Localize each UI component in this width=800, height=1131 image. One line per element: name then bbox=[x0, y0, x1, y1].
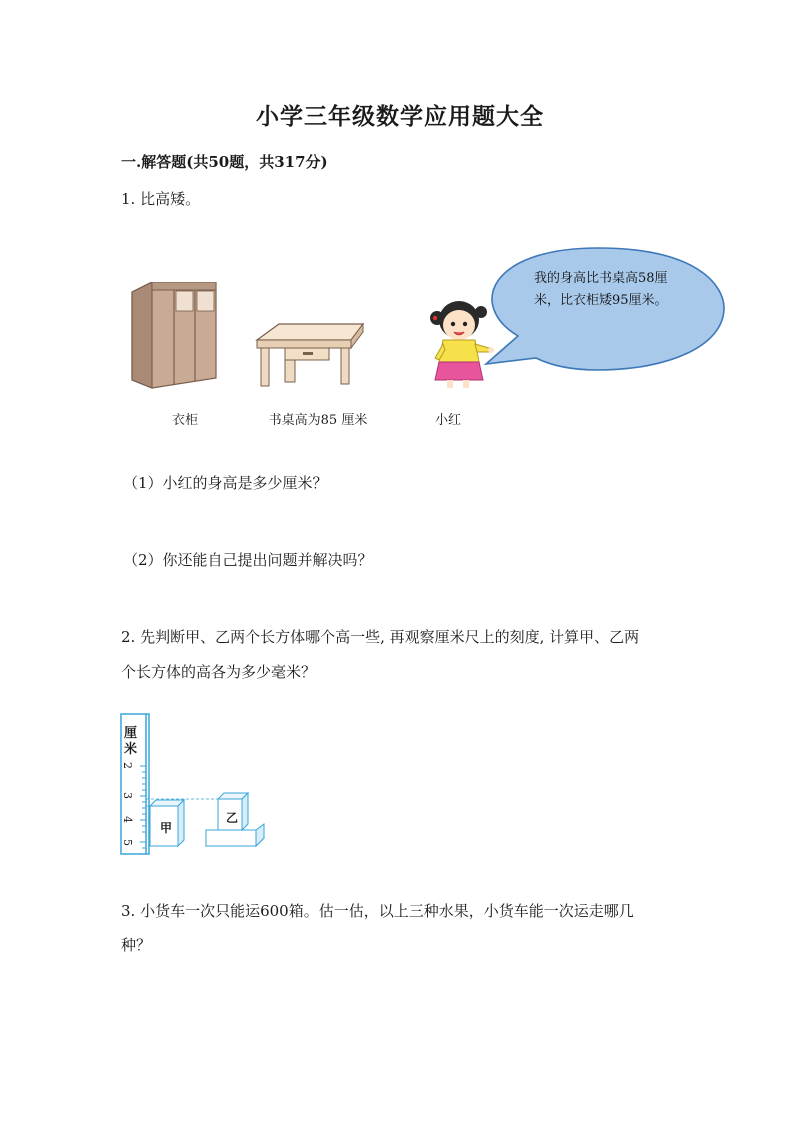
ruler-unit-2: 米 bbox=[124, 742, 138, 757]
girl-caption: 小红 bbox=[434, 413, 461, 428]
page-title: 小学三年级数学应用题大全 bbox=[256, 103, 544, 130]
box-b-label: 乙 bbox=[226, 811, 239, 825]
question-1-sub-2: （2）你还能自己提出问题并解决吗？ bbox=[123, 551, 373, 569]
desk-illustration bbox=[255, 322, 365, 388]
question-3-line-1: 3. 小货车一次只能运600箱。估一估，以上三种水果，小货车能一次运走哪几 bbox=[121, 902, 634, 920]
ruler-figure bbox=[118, 712, 268, 856]
ruler-tick-3: 3 bbox=[121, 792, 134, 799]
speech-bubble-line-1: 我的身高比书桌高58厘 bbox=[534, 271, 668, 286]
wardrobe-caption: 衣柜 bbox=[171, 413, 198, 428]
box-a-label: 甲 bbox=[160, 821, 173, 835]
ruler-tick-2: 2 bbox=[121, 762, 134, 769]
ruler-tick-4: 4 bbox=[121, 816, 134, 823]
ruler-unit-1: 厘 bbox=[124, 726, 138, 741]
question-2-line-2: 个长方体的高各为多少毫米？ bbox=[121, 663, 317, 681]
question-2-line-1: 2. 先判断甲、乙两个长方体哪个高一些, 再观察厘米尺上的刻度, 计算甲、乙两 bbox=[121, 628, 640, 646]
desk-caption: 书桌高为85 厘米 bbox=[268, 413, 368, 428]
question-1-sub-1: （1）小红的身高是多少厘米？ bbox=[123, 474, 328, 492]
wardrobe-illustration bbox=[128, 282, 220, 394]
section-heading: 一.解答题(共50题，共317分) bbox=[121, 153, 328, 171]
speech-bubble-line-2: 米，比衣柜矮95厘米。 bbox=[534, 293, 668, 308]
question-1-label: 1. 比高矮。 bbox=[121, 190, 201, 208]
ruler-tick-5: 5 bbox=[121, 839, 134, 846]
question-3-line-2: 种？ bbox=[121, 936, 152, 954]
